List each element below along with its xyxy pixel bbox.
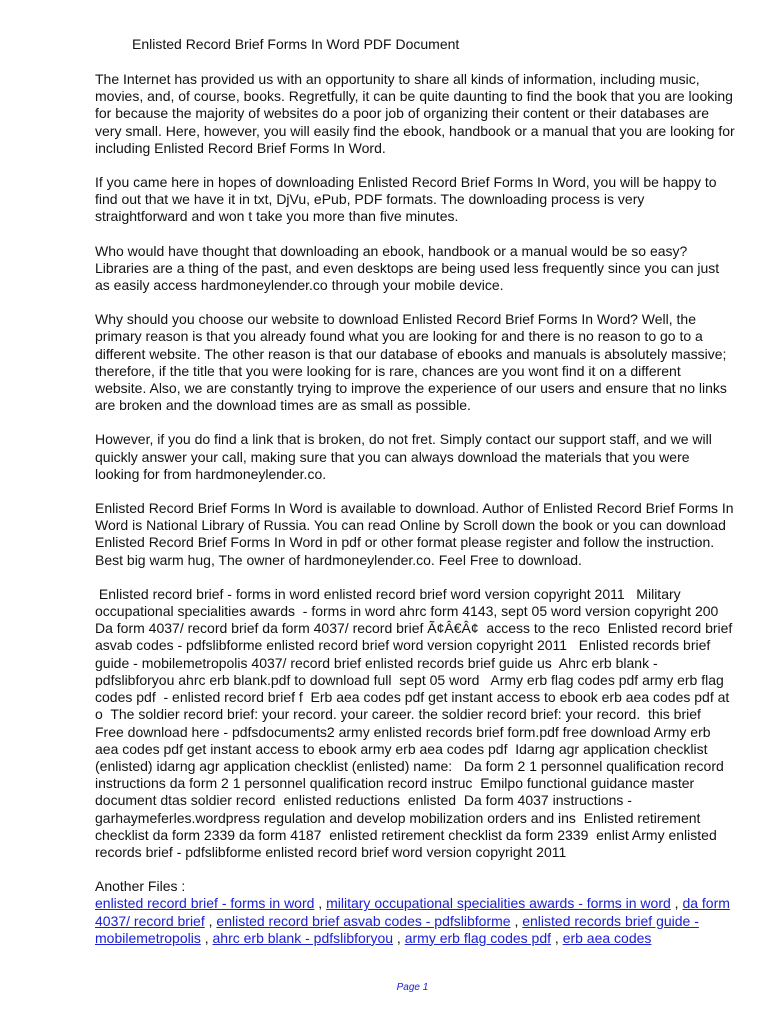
document-page bbox=[95, 36, 735, 947]
link-ahrc-erb-blank[interactable]: ahrc erb blank - pdfslibforyou bbox=[212, 929, 394, 946]
paragraph-available: Enlisted Record Brief Forms In Word is available to download. Author of Enlisted Record Brief Forms In Word is National Library of Russia. You can read Online by Scroll down the book or you can download Enlisted Record Brief Forms In Word in pdf or other format please register and follow the instruction. Best big warm hug, The owner of hardmoneylender.co. Feel Free to download. bbox=[95, 500, 734, 568]
paragraph-intro: The Internet has provided us with an opportunity to share all kinds of information, including music, movies, and, of course, books. Regretfully, it can be quite daunting to find the book that you are looking for because the majority of websites do a poor job of organizing their content or their databases are very small. Here, however, you will easily find the ebook, handbook or a manual that you are looking for including Enlisted Record Brief Forms In Word. bbox=[95, 71, 735, 156]
paragraph-why-choose: Why should you choose our website to download Enlisted Record Brief Forms In Word? Well, the primary reason is that you already found what you are looking for and there is no reason to go to a different website. The other reason is that our database of ebooks and manuals is absolutely massive; therefore, if the title that you were looking for is rare, chances are you wont find it on a different website. Also, we are constantly trying to improve the experience of our users and ensure that no links are broken and the download times are as small as possible. bbox=[95, 311, 727, 414]
link-da-form-4037[interactable]: da form 4037/ record brief bbox=[95, 895, 730, 929]
link-enlisted-record-brief[interactable]: enlisted record brief - forms in word bbox=[95, 895, 315, 912]
link-erb-aea-codes[interactable]: erb aea codes bbox=[562, 929, 652, 946]
another-files-label: Another Files : bbox=[95, 878, 186, 895]
link-records-brief-guide[interactable]: enlisted records brief guide - mobilemetropolis bbox=[95, 912, 699, 946]
page-number: Page 1 bbox=[396, 982, 429, 993]
another-files-links: enlisted record brief - forms in word , military occupational specialities awards - forms in word , da form 4037/ record brief , enlisted record brief asvab codes - pdfslibforme , enlisted records brief guide - mobilemetropolis , ahrc erb blank - pdfslibforyou , army erb flag codes pdf , erb aea codes bbox=[95, 895, 730, 946]
document-title: Enlisted Record Brief Forms In Word PDF Document bbox=[132, 36, 460, 52]
paragraph-formats: If you came here in hopes of downloading Enlisted Record Brief Forms In Word, you will be happy to find out that we have it in txt, DjVu, ePub, PDF formats. The downloading process is very straightforward and won t take you more than five minutes. bbox=[95, 174, 717, 225]
paragraph-easy: Who would have thought that downloading an ebook, handbook or a manual would be so easy? Libraries are a thing of the past, and even desktops are being used less frequently since you can just as easily access hardmoneylender.co through your mobile device. bbox=[95, 242, 720, 294]
paragraph-excerpts: Enlisted record brief - forms in word enlisted record brief word version copyright 2011 Military occupational specialities awards - forms in word ahrc form 4143, sept 05 word version copyright 200 Da form 4037/ record brief da form 4037/ record brief Ã¢Â€Â¢ access to the reco Enlisted record brief asvab codes - pdfslibforme enlisted record brief word version copyright 2011 Enlisted records brief guide - mobilemetropolis 4037/ record brief enlisted records brief guide us Ahrc erb blank - pdfslibforyou ahrc erb blank.pdf to download full sept 05 word Army erb flag codes pdf army erb flag codes pdf - enlisted record brief f Erb aea codes pdf get instant access to ebook erb aea codes pdf at o The soldier record brief: your record. your career. the soldier record brief: your record. this brief Free download here - pdfsdocuments2 army enlisted records brief form.pdf free download Army erb aea codes pdf get instant access to ebook army erb aea codes pdf Idarng agr application checklist (enlisted) idarng agr application checklist (enlisted) name: Da form 2 1 personnel qualification record instructions da form 2 1 personnel qualification record instruc Emilpo functional guidance master document dtas soldier record enlisted reductions enlisted Da form 4037 instructions - garhaymeferles.wordpress regulation and develop mobilization orders and ins Enlisted retirement checklist da form 2339 da form 4187 enlisted retirement checklist da form 2339 enlist Army enlisted records brief - pdfslibforme enlisted record brief word version copyright 2011 bbox=[95, 585, 737, 860]
link-military-occupational[interactable]: military occupational specialities awards - forms in word bbox=[326, 895, 671, 912]
link-army-erb-flag-codes[interactable]: army erb flag codes pdf bbox=[404, 929, 552, 946]
paragraph-broken-link: However, if you do find a link that is broken, do not fret. Simply contact our support staff, and we will quickly answer your call, making sure that you can always download the materials that you were looking for from hardmoneylender.co. bbox=[95, 431, 712, 482]
link-asvab-codes[interactable]: enlisted record brief asvab codes - pdfslibforme bbox=[216, 912, 511, 929]
